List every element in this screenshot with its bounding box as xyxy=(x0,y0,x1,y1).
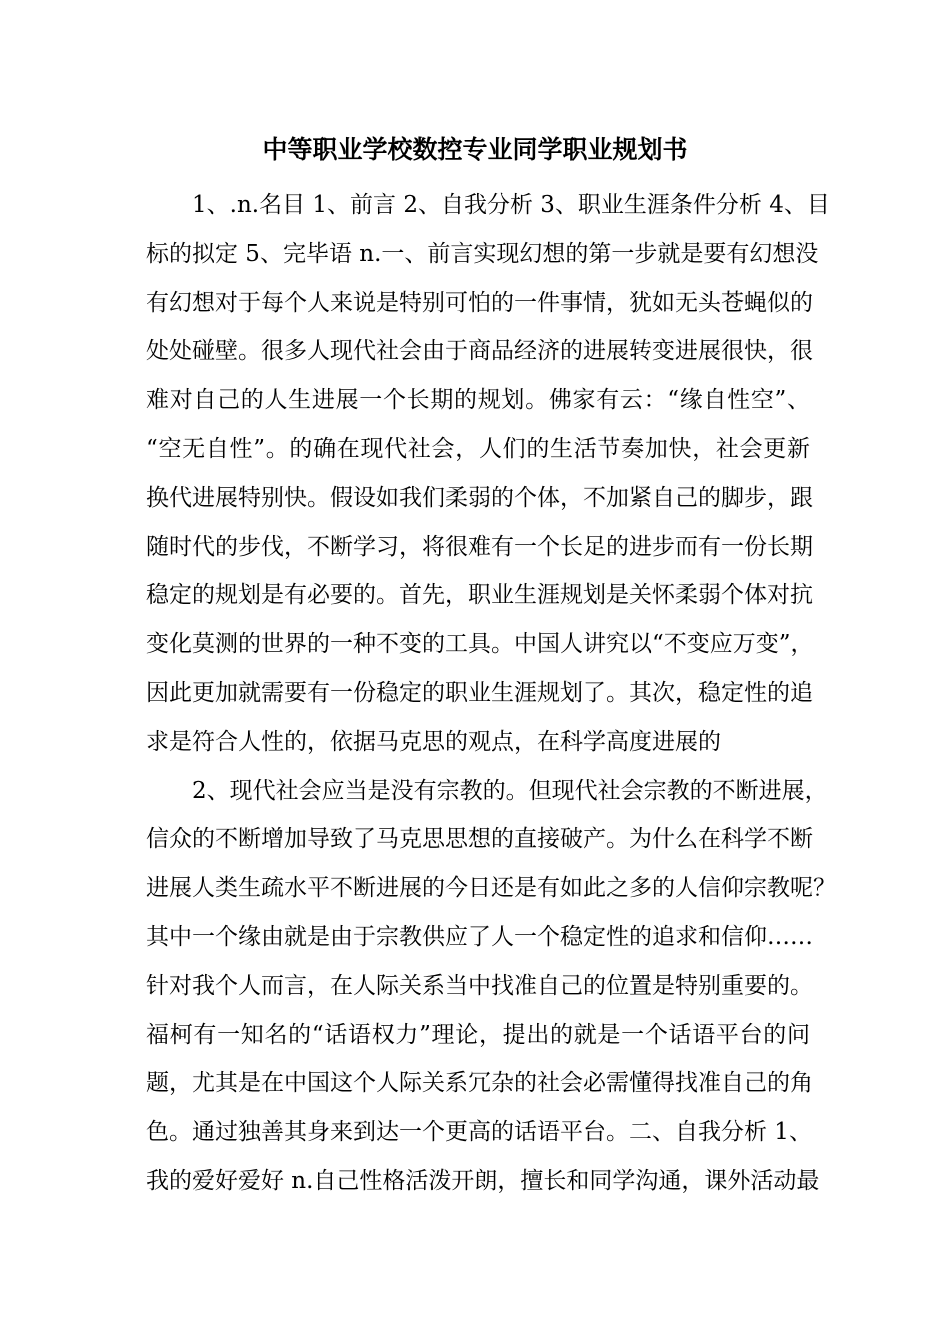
body-line: 福柯有一知名的“话语权力”理论，提出的就是一个话语平台的问 xyxy=(146,1021,810,1048)
body-line: 针对我个人而言，在人际关系当中找准自己的位置是特别重要的。 xyxy=(146,972,813,999)
body-line: 其中一个缘由就是由于宗教供应了人一个稳定性的追求和信仰…… xyxy=(146,923,813,950)
body-line: 题，尤其是在中国这个人际关系冗杂的社会必需懂得找准自己的角 xyxy=(146,1070,813,1097)
body-line: 进展人类生疏水平不断进展的今日还是有如此之多的人信仰宗教呢？ xyxy=(146,875,836,902)
body-line: 1、.n.名目 1、前言 2、自我分析 3、职业生涯条件分析 4、目 xyxy=(192,192,830,218)
body-line: 换代进展特别快。假设如我们柔弱的个体，不加紧自己的脚步，跟 xyxy=(146,484,813,511)
body-line: 因此更加就需要有一份稳定的职业生涯规划了。其次，稳定性的追 xyxy=(146,679,813,706)
body-line: 有幻想对于每个人来说是特别可怕的一件事情，犹如无头苍蝇似的 xyxy=(146,289,813,316)
body-line: 标的拟定 5、完毕语 n.一、前言实现幻想的第一步就是要有幻想没 xyxy=(146,240,819,267)
body-line: 我的爱好爱好 n.自己性格活泼开朗，擅长和同学沟通，课外活动最 xyxy=(146,1167,820,1194)
body-line: 随时代的步伐，不断学习，将很难有一个长足的进步而有一份长期 xyxy=(146,533,813,560)
body-line: “空无自性”。的确在现代社会，人们的生活节奏加快，社会更新 xyxy=(146,435,810,462)
document-title: 中等职业学校数控专业同学职业规划书 xyxy=(262,135,688,164)
body-line: 稳定的规划是有必要的。首先，职业生涯规划是关怀柔弱个体对抗 xyxy=(146,582,813,609)
body-line: 变化莫测的世界的一种不变的工具。中国人讲究以“不变应万变”， xyxy=(146,631,814,658)
body-line: 2、现代社会应当是没有宗教的。但现代社会宗教的不断进展， xyxy=(192,777,828,804)
body-line: 信众的不断增加导致了马克思思想的直接破产。为什么在科学不断 xyxy=(146,826,813,853)
body-line: 求是符合人性的，依据马克思的观点，在科学高度进展的 xyxy=(146,728,721,755)
document-body xyxy=(146,181,836,1206)
body-line: 难对自己的人生进展一个长期的规划。佛家有云：“缘自性空”、 xyxy=(146,387,810,414)
body-line: 处处碰壁。很多人现代社会由于商品经济的进展转变进展很快，很 xyxy=(146,338,813,365)
body-line: 色。通过独善其身来到达一个更高的话语平台。二、自我分析 1、 xyxy=(146,1119,812,1146)
